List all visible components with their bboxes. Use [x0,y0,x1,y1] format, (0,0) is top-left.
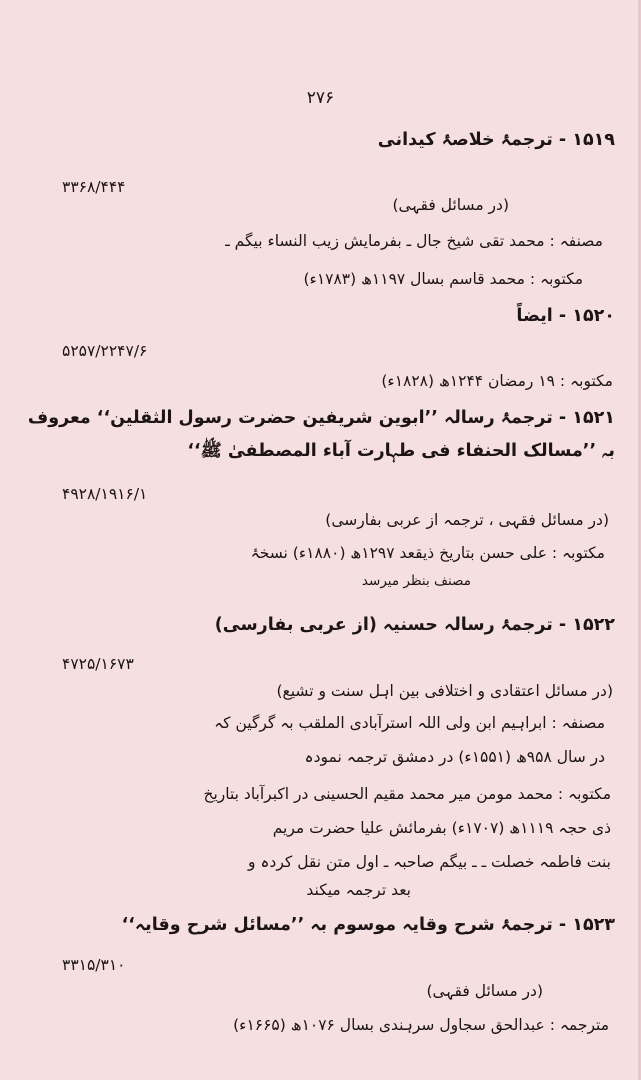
class-number: ۴۷۲۵/۱۶۷۳ [62,655,134,673]
entry-line: مکتوبہ : محمد قاسم بسال ۱۱۹۷ھ (۱۷۸۳ء) [303,270,583,288]
entry-line: (در مسائل فقہی ، ترجمہ از عربی بفارسی) [325,511,609,529]
entry-line: ذی حجہ ۱۱۱۹ھ (۱۷۰۷ء) بفرمائش علیا حضرت مریم [272,819,611,837]
entry-heading: ۱۵۲۱ - ترجمۂ رسالہ ’’ابوین شریفین حضرت رسول الثقلین‘‘ معروف [27,408,615,428]
class-number: ۳۳۱۵/۳۱۰ [62,956,126,974]
entry-heading: ۱۵۲۳ - ترجمۂ شرح وقایہ موسوم بہ ’’مسائل شرح وقایہ‘‘ [121,915,615,935]
entry-line: (در مسائل اعتقادی و اختلافی بین اہل سنت و تشیع) [276,682,613,700]
entry-line: مکتوبہ : محمد مومن میر محمد مقیم الحسینی در اکبرآباد بتاریخ [203,785,611,803]
entry-heading: ۱۵۲۲ - ترجمۂ رسالہ حسنیہ (از عربی بفارسی) [214,615,615,635]
entry-line: بنت فاطمہ خصلت ـ ـ بیگم صاحبہ ـ اول متن نقل کردہ و [247,853,611,871]
entry-line: مترجمہ : عبدالحق سجاول سرہندی بسال ۱۰۷۶ھ (۱۶۶۵ء) [233,1016,609,1034]
entry-line: در سال ۹۵۸ھ (۱۵۵۱ء) در دمشق ترجمہ نمودہ [304,748,605,766]
entry-line: مکتوبہ : ۱۹ رمضان ۱۲۴۴ھ (۱۸۲۸ء) [381,372,613,390]
entry-line: مکتوبہ : علی حسن بتاریخ ذیقعد ۱۲۹۷ھ (۱۸۸۰ء) نسخۂ [250,544,605,562]
class-number: ۵۲۵۷/۲۲۴۷/۶ [62,342,148,360]
class-number: ۴۹۲۸/۱۹۱۶/۱ [62,485,148,503]
page-number: ۲۷۶ [306,88,335,108]
entry-heading: ۱۵۱۹ - ترجمۂ خلاصۂ کیدانی [377,130,615,150]
entry-line: بعد ترجمہ میکند [306,881,411,899]
entry-heading: ۱۵۲۰ - ایضاً [516,306,615,326]
entry-line: مصنفہ : محمد تقی شیخ جال ـ بفرمایش زیب النساء بیگم ـ [225,232,603,250]
entry-line: (در مسائل فقہی) [426,982,543,1000]
entry-line: (در مسائل فقہی) [392,196,509,214]
entry-heading: بہ ’’مسالک الحنفاء فی طہارت آباء المصطفیٰ ﷺ‘‘ [187,441,615,461]
entry-line: مصنفہ : ابراہیم ابن ولی اللہ استرآبادی الملقب بہ گرگین کہ [214,714,605,732]
class-number: ۳۳۶۸/۴۴۴ [62,178,126,196]
entry-line: مصنف بنظر میرسد [361,573,471,589]
